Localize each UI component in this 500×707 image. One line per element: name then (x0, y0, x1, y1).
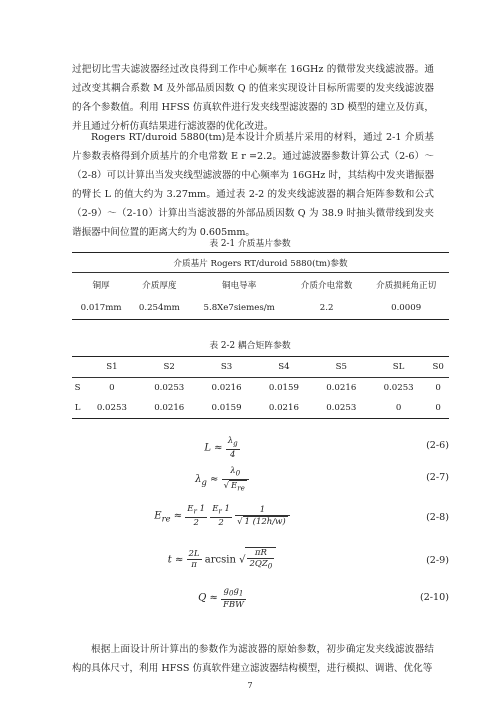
eq-subscript: 0 (228, 588, 234, 598)
eq-symbol: t (167, 554, 172, 566)
eq-approx: ≈ (174, 554, 184, 566)
table-cell: S (74, 383, 81, 393)
equation-2-6 (72, 434, 449, 460)
table-row (72, 398, 449, 419)
eq-approx: ≈ (210, 474, 219, 486)
eq-fraction (210, 504, 232, 528)
table-cell: 5.8Xe7siemes/m (188, 297, 289, 320)
table-header-cell: S0 (427, 357, 449, 378)
eq-subscript: r (218, 506, 222, 516)
equation-number: (2-8) (426, 512, 449, 523)
eq-subscript: 0 (235, 468, 241, 478)
eq-symbol: L (204, 442, 211, 454)
eq-denominator: 1 (12h/w) (244, 516, 286, 527)
eq-numerator: 1 (235, 505, 290, 516)
table-cell: L (72, 398, 83, 419)
paragraph-intro: 过把切比雪夫滤波器经过改良得到工作中心频率在 16GHz 的微带发夹线滤波器。通过改变其耦合系数 M 及外部品质因数 Q 的值来实现设计目标所需要的发夹线滤波器的各个参数值。利用 HFSS 仿真软件进行发夹线型滤波器的 3D 模型的建立及仿真，并且通过分析仿真结果进行滤波器的优化改进。 (72, 64, 434, 132)
eq-function: arcsin (204, 554, 236, 566)
table-cell: 0.0253 (313, 398, 370, 419)
eq-fraction: $\frac{\lambda_0}{√ E_{re}}$ (222, 466, 249, 493)
table-cell: 0 (109, 383, 115, 393)
eq-symbol: g (223, 586, 229, 596)
eq-symbol: λ (195, 474, 202, 486)
eq-fraction (187, 549, 202, 570)
eq-subscript: g (201, 477, 207, 488)
eq-subscript: re (161, 513, 171, 524)
eq-symbol: E (212, 504, 219, 514)
table-header-cell: 铜厚 (92, 281, 110, 291)
eq-symbol: E (231, 480, 238, 491)
page-number: 7 (247, 681, 253, 690)
table-header-cell: 铜电导率 (221, 281, 257, 291)
table1-caption: 表 2-1 介质基片参数 (209, 239, 291, 249)
eq-fraction (185, 504, 207, 528)
eq-approx: ≈ (173, 510, 183, 522)
eq-term: 1 (224, 504, 230, 514)
table-cell: 0 (435, 383, 441, 393)
table-cell: 0.0216 (211, 383, 242, 393)
eq-symbol: g (233, 586, 239, 596)
table-cell: 0 (370, 398, 427, 419)
eq-symbol: 2QZ (249, 559, 268, 569)
eq-symbol: Q (198, 592, 207, 604)
table-header-cell: S2 (141, 357, 198, 378)
table-cell: 0.0009 (363, 297, 449, 320)
table-cell: 0.017mm (72, 297, 130, 320)
eq-symbol: λ (227, 436, 234, 446)
table-header-cell: 介质损耗角正切 (376, 281, 437, 291)
table-cell: 0.0216 (255, 398, 312, 419)
substrate-table (72, 252, 449, 320)
table-cell: 0.0216 (141, 398, 198, 419)
eq-fraction (247, 548, 274, 572)
table-cell: 0.0253 (83, 398, 140, 419)
table-row (72, 378, 449, 399)
eq-numerator: πR (247, 548, 274, 559)
eq-fraction: $\frac{1}{√ 1 (12h/w)}$ (235, 505, 290, 527)
coupling-matrix-table (72, 356, 449, 419)
table-header-cell: S4 (255, 357, 312, 378)
table-cell: 0.0159 (268, 383, 299, 393)
table-header-cell (72, 357, 83, 378)
equation-number: (2-6) (426, 440, 449, 451)
table-cell: 0.0253 (383, 383, 414, 393)
eq-term: 1 (199, 504, 206, 514)
eq-fraction (221, 586, 246, 610)
eq-subscript: g (233, 438, 238, 448)
eq-denominator: 2 (218, 517, 224, 528)
table-header-cell: SL (370, 357, 427, 378)
equation-number: (2-7) (426, 472, 449, 483)
table-header-cell: 介质厚度 (142, 281, 177, 291)
equation-2-10 (72, 584, 449, 614)
eq-subscript: 0 (267, 561, 273, 571)
substrate-table-title: 介质基片 Rogers RT/duroid 5880(tm)参数 (72, 253, 449, 273)
eq-denominator: 4 (229, 449, 236, 460)
table-cell: 0 (427, 398, 449, 419)
table-cell: 0.0253 (154, 383, 185, 393)
eq-subscript: re (237, 483, 245, 493)
eq-symbol: λ (230, 466, 236, 476)
equation-2-9: t ≈ $\frac{2L}{\pi}$ arcsin √ $\frac{\pi R}{2QZ_0}$ (2-9) (167, 548, 449, 571)
eq-denominator: FBW (223, 599, 244, 610)
eq-denominator: 2 (193, 517, 199, 528)
eq-approx: ≈ (209, 592, 218, 604)
eq-fraction (226, 436, 240, 460)
table-cell: 0.254mm (130, 297, 188, 320)
eq-approx: ≈ (214, 442, 223, 454)
equation-number: (2-10) (419, 592, 449, 603)
eq-symbol: E (154, 510, 162, 522)
equation-number: (2-9) (426, 555, 449, 566)
table2-caption: 表 2-2 耦合矩阵参数 (209, 341, 291, 351)
table-header-cell: S1 (83, 357, 140, 378)
table-header-cell: S3 (198, 357, 255, 378)
eq-subscript: r (193, 506, 197, 516)
equation-2-7 (72, 464, 449, 494)
paragraph-substrate: Rogers RT/duroid 5880(tm)是本设计介质基片采用的材料，通过 2-1 介质基片参数表格得到介质基片的介电常数 E r =2.2。通过滤波器参数计算公式（2-6）～（2-8）可以计算出当发夹线型滤波器的中心频率为 16GHz 时，其结构中发夹谐振器的臂长 L 的值大约为 3.27mm。通过表 2-2 的发夹线滤波器的耦合矩阵参数和公式（2-9）～（2-10）计算出当滤波器的外部品质因数 Q 为 38.9 时抽头微带线到发夹谐振器中间位置的距离大约为 0.605mm。 (72, 132, 434, 238)
table-header-cell: S5 (313, 357, 370, 378)
table-header-cell: 介质介电常数 (300, 281, 353, 291)
eq-symbol: E (187, 504, 194, 514)
table-cell: 0.0216 (326, 383, 357, 393)
eq-subscript: 1 (238, 588, 244, 598)
eq-numerator: 2L (188, 549, 200, 560)
eq-denominator: π (191, 560, 197, 571)
paragraph-conclusion: 根据上面设计所计算出的参数作为滤波器的原始参数，初步确定发夹线滤波器结构的具体尺寸，利用 HFSS 仿真软件建立滤波器结构模型，进行模拟、调谐、优化等 (72, 644, 434, 674)
equation-2-8 (72, 502, 449, 538)
table-cell: 0.0159 (198, 398, 255, 419)
table-cell: 2.2 (290, 297, 363, 320)
